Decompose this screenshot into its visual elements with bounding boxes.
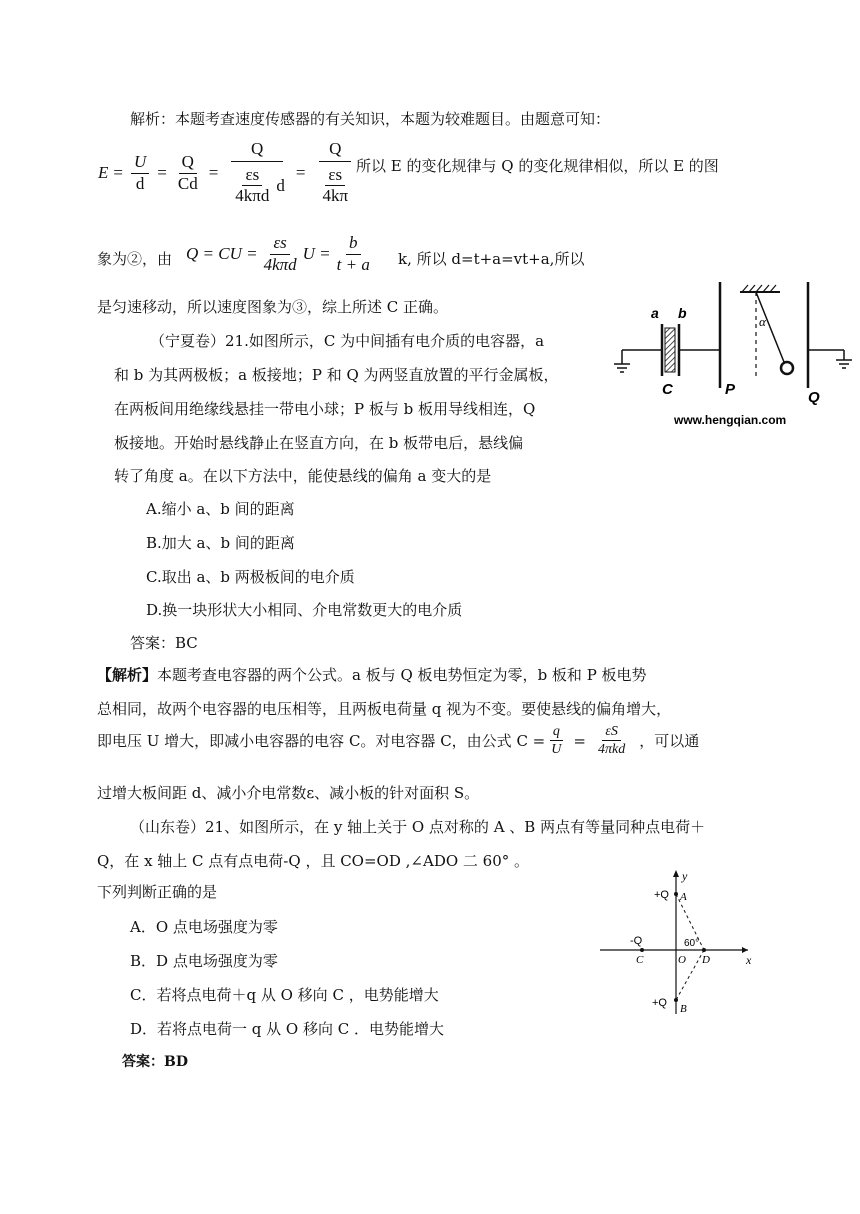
q21b-option-c: C．若将点电荷＋q 从 O 移向 C ，电势能增大 — [130, 986, 439, 1004]
var-d: d — [276, 175, 285, 195]
explanation-text: ，可以通 — [639, 732, 700, 751]
label-plus-q-a: +Q — [654, 889, 669, 901]
label-minus-q: -Q — [630, 935, 643, 947]
explanation-text: 本题考查电容器的两个公式。a 板与 Q 板电势恒定为零，b 板和 P 板电势 — [157, 666, 647, 684]
capacitor-pendulum-figure — [612, 278, 858, 428]
eq2-prefix: 象为②，由 — [97, 250, 173, 268]
frac-num: Q — [319, 140, 351, 162]
frac-q-u — [548, 724, 564, 758]
q21-option-d: D.换一块形状大小相同、介电常数更大的电介质 — [146, 601, 463, 619]
explanation-tag: 【解析】 — [97, 666, 158, 684]
point-c — [640, 948, 644, 952]
frac-den — [313, 162, 357, 206]
eq-u: U = — [302, 244, 331, 264]
label-o: O — [678, 954, 686, 966]
charged-ball — [781, 362, 793, 374]
frac-q-cd — [175, 153, 201, 193]
label-q: Q — [808, 389, 820, 406]
q21b-answer: 答案：BD — [122, 1054, 188, 1070]
label-angle: 60° — [684, 938, 700, 949]
y-axis-arrow — [673, 870, 679, 877]
frac-b-ta — [334, 234, 373, 274]
dielectric — [665, 328, 675, 372]
eq-equals: = — [113, 163, 123, 183]
label-c: C — [636, 954, 644, 966]
label-c: C — [662, 381, 673, 398]
explanation-line — [97, 664, 647, 685]
frac-eps-4kpi — [319, 166, 351, 206]
eq-var-e: E — [98, 163, 109, 183]
point-d — [702, 948, 706, 952]
label-a: A — [680, 891, 687, 903]
frac-num: εs — [325, 166, 345, 187]
label-alpha: α — [759, 314, 766, 329]
q21-line: 和 b 为其两极板；a 板接地；P 和 Q 为两竖直放置的平行金属板， — [114, 366, 559, 384]
eq-equals: = — [208, 163, 219, 183]
frac-den: 4kπd — [263, 254, 297, 274]
frac-den — [226, 162, 288, 206]
frac-num: U — [131, 153, 149, 174]
label-b: b — [678, 305, 687, 321]
q21b-line: Q，在 x 轴上 C 点有点电荷-Q ，且 CO=OD ,∠ADO 二 60° 。 — [97, 852, 530, 870]
frac-q-nested2 — [313, 140, 357, 206]
frac-den: Cd — [177, 173, 198, 193]
explanation-text: 即电压 U 增大，即减小电容器的电容 C。对电容器 C，由公式 C = — [97, 732, 546, 751]
frac-den: U — [551, 742, 562, 758]
point-b — [674, 998, 678, 1002]
label-y: y — [682, 869, 688, 883]
q21b-line: 下列判断正确的是 — [97, 883, 218, 901]
frac-num: εS — [602, 724, 621, 741]
frac-num: q — [550, 724, 563, 741]
q21-option-c: C.取出 a、b 两极板间的电介质 — [146, 568, 355, 586]
watermark-site: www.hengqian.com — [674, 413, 787, 427]
q21b-option-d: D．若将点电荷一 q 从 O 移向 C ．电势能增大 — [130, 1020, 445, 1038]
q21-option-b: B.加大 a、b 间的距离 — [146, 534, 295, 552]
frac-num: Q — [231, 140, 283, 162]
frac-num: b — [346, 234, 361, 255]
frac-num: εs — [270, 234, 289, 255]
eq-q-cu: Q = CU = — [186, 244, 258, 264]
frac-eps-4kpid — [232, 166, 272, 206]
frac-q-nested — [226, 140, 288, 206]
equation-e — [98, 140, 360, 206]
frac-eps-4pikd — [595, 724, 628, 758]
label-x: x — [746, 953, 752, 967]
eq-equals: = — [295, 163, 306, 183]
eq-equals: = — [573, 731, 586, 750]
explanation-line-formula — [97, 724, 699, 758]
equation-q — [186, 234, 376, 274]
q21b-option-a: A．O 点电场强度为零 — [130, 918, 278, 936]
frac-u-d — [131, 153, 149, 193]
q21-line: 板接地。开始时悬线静止在竖直方向，在 b 板带电后，悬线偏 — [114, 434, 524, 452]
explanation-line: 总相同，故两个电容器的电压相等，且两板电荷量 q 视为不变。要使悬线的偏角增大， — [97, 700, 672, 718]
q21-line: 转了角度 a。在以下方法中，能使悬线的偏角 a 变大的是 — [114, 467, 492, 485]
q21b-line: （山东卷）21、如图所示，在 y 轴上关于 O 点对称的 A 、B 两点有等量同种点电荷＋ — [130, 818, 706, 836]
label-plus-q-b: +Q — [652, 997, 667, 1009]
q21b-option-b: B．D 点电场强度为零 — [130, 952, 278, 970]
q21-option-a: A.缩小 a、b 间的距离 — [146, 500, 295, 518]
explanation-line: 过增大板间距 d、减小介电常数ε、减小板的针对面积 S。 — [97, 784, 480, 802]
equation-e-comment: 所以 E 的变化规律与 Q 的变化规律相似，所以 E 的图 — [356, 157, 719, 175]
frac-den: 4πkd — [597, 742, 626, 758]
frac-num: εs — [242, 166, 262, 187]
q21-line: 在两板间用绝缘线悬挂一带电小球；P 板与 b 板用导线相连，Q — [114, 400, 536, 418]
frac-den: d — [135, 173, 145, 193]
label-a: a — [651, 305, 659, 321]
frac-num: Q — [179, 153, 197, 174]
q21-line: （宁夏卷）21.如图所示，C 为中间插有电介质的电容器，a — [150, 332, 545, 350]
frac-den: 4kπd — [235, 186, 270, 206]
analysis-intro: 解析：本题考查速度传感器的有关知识，本题为较难题目。由题意可知： — [130, 110, 611, 128]
eq-equals: = — [157, 163, 167, 183]
analysis-conclusion: 是匀速移动，所以速度图象为③，综上所述 C 正确。 — [97, 298, 449, 316]
q21-answer: 答案：BC — [130, 634, 198, 652]
label-d: D — [702, 954, 710, 966]
label-b: B — [680, 1003, 687, 1015]
ceiling-hatch — [742, 285, 776, 292]
frac-den: t + a — [336, 254, 370, 274]
eq2-suffix: k, 所以 d=t+a=vt+a,所以 — [398, 250, 585, 268]
charges-axes-figure — [596, 866, 760, 1022]
frac-den: 4kπ — [322, 186, 349, 206]
label-p: P — [725, 381, 736, 398]
frac-eps-4kpid — [261, 234, 300, 274]
point-a — [674, 892, 678, 896]
